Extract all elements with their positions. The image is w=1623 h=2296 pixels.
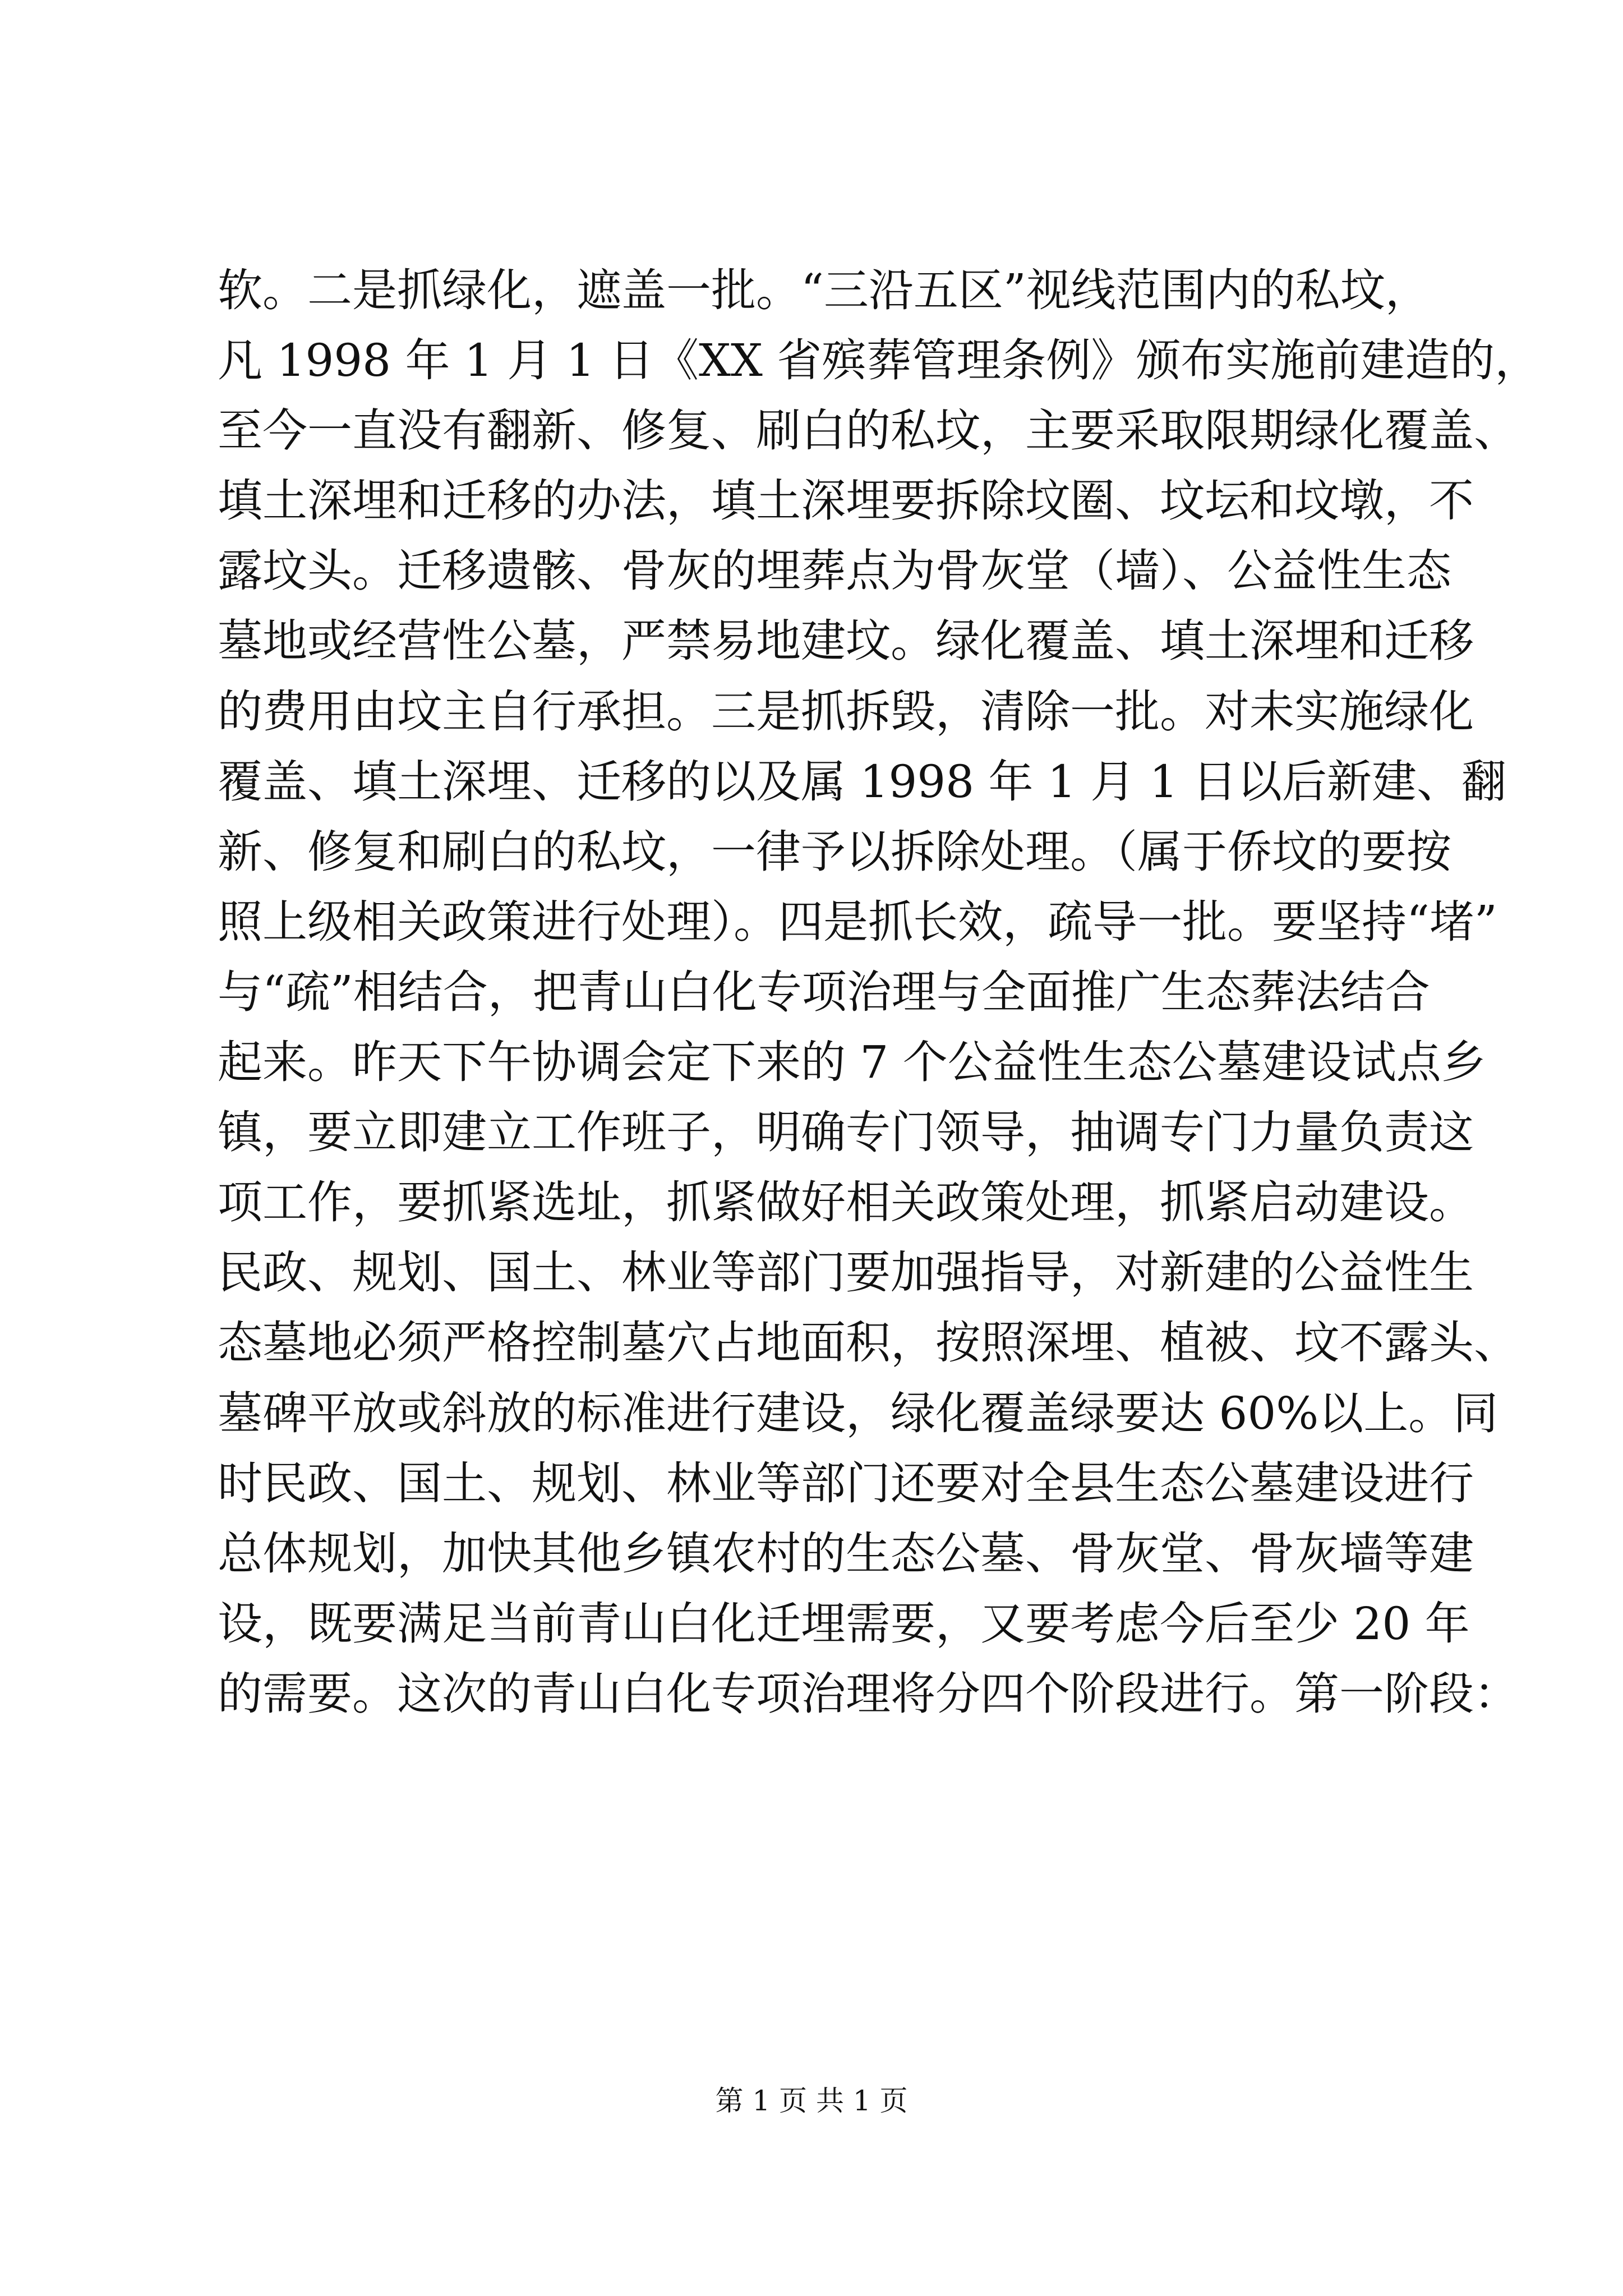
text-line: 的需要。这次的青山白化专项治理将分四个阶段进行。第一阶段：: [218, 1667, 1519, 1720]
text-line: 凡 1998 年 1 月 1 日《XX 省殡葬管理条例》颁布实施前建造的，: [218, 334, 1540, 387]
text-line: 至今一直没有翻新、修复、刷白的私坟，主要采取限期绿化覆盖、: [218, 404, 1519, 457]
text-line: 起来。昨天下午协调会定下来的 7 个公益性生态公墓建设试点乡: [218, 1036, 1486, 1089]
body-text: [218, 255, 1540, 1729]
text-line: 总体规划，加快其他乡镇农村的生态公墓、骨灰堂、骨灰墙等建: [218, 1527, 1474, 1580]
page-footer: [0, 2078, 1623, 2119]
text-line: 镇，要立即建立工作班子，明确专门领导，抽调专门力量负责这: [218, 1106, 1474, 1159]
text-line: 的费用由坟主自行承担。三是抓拆毁，清除一批。对未实施绿化: [218, 685, 1474, 738]
text-line: 态墓地必须严格控制墓穴占地面积，按照深埋、植被、坟不露头、: [218, 1317, 1519, 1369]
text-line: 与“疏”相结合，把青山白化专项治理与全面推广生态葬法结合: [218, 965, 1430, 1018]
text-line: 设，既要满足当前青山白化迁埋需要，又要考虑今后至少 20 年: [218, 1597, 1470, 1650]
page-number-label: 第 1 页 共 1 页: [715, 2085, 908, 2117]
text-line: 墓地或经营性公墓，严禁易地建坟。绿化覆盖、填土深埋和迁移: [218, 615, 1474, 668]
text-line: 覆盖、填土深埋、迁移的以及属 1998 年 1 月 1 日以后新建、翻: [218, 755, 1506, 808]
text-line: 民政、规划、国土、林业等部门要加强指导，对新建的公益性生: [218, 1246, 1474, 1299]
text-line: 新、修复和刷白的私坟，一律予以拆除处理。（属于侨坟的要按: [218, 825, 1451, 878]
text-line: 照上级相关政策进行处理）。四是抓长效，疏导一批。要坚持“堵”: [218, 895, 1497, 948]
text-line: 时民政、国土、规划、林业等部门还要对全县生态公墓建设进行: [218, 1457, 1474, 1510]
text-line: 墓碑平放或斜放的标准进行建设，绿化覆盖绿要达 60%以上。同: [218, 1387, 1498, 1439]
text-line: 软。二是抓绿化，遮盖一批。“三沿五区”视线范围内的私坟，: [218, 264, 1430, 316]
text-line: 项工作，要抓紧选址，抓紧做好相关政策处理，抓紧启动建设。: [218, 1176, 1474, 1229]
text-line: 填土深埋和迁移的办法，填土深埋要拆除坟圈、坟坛和坟墩，不: [218, 475, 1474, 527]
text-line: 露坟头。迁移遗骸、骨灰的埋葬点为骨灰堂（墙）、公益性生态: [218, 545, 1451, 597]
